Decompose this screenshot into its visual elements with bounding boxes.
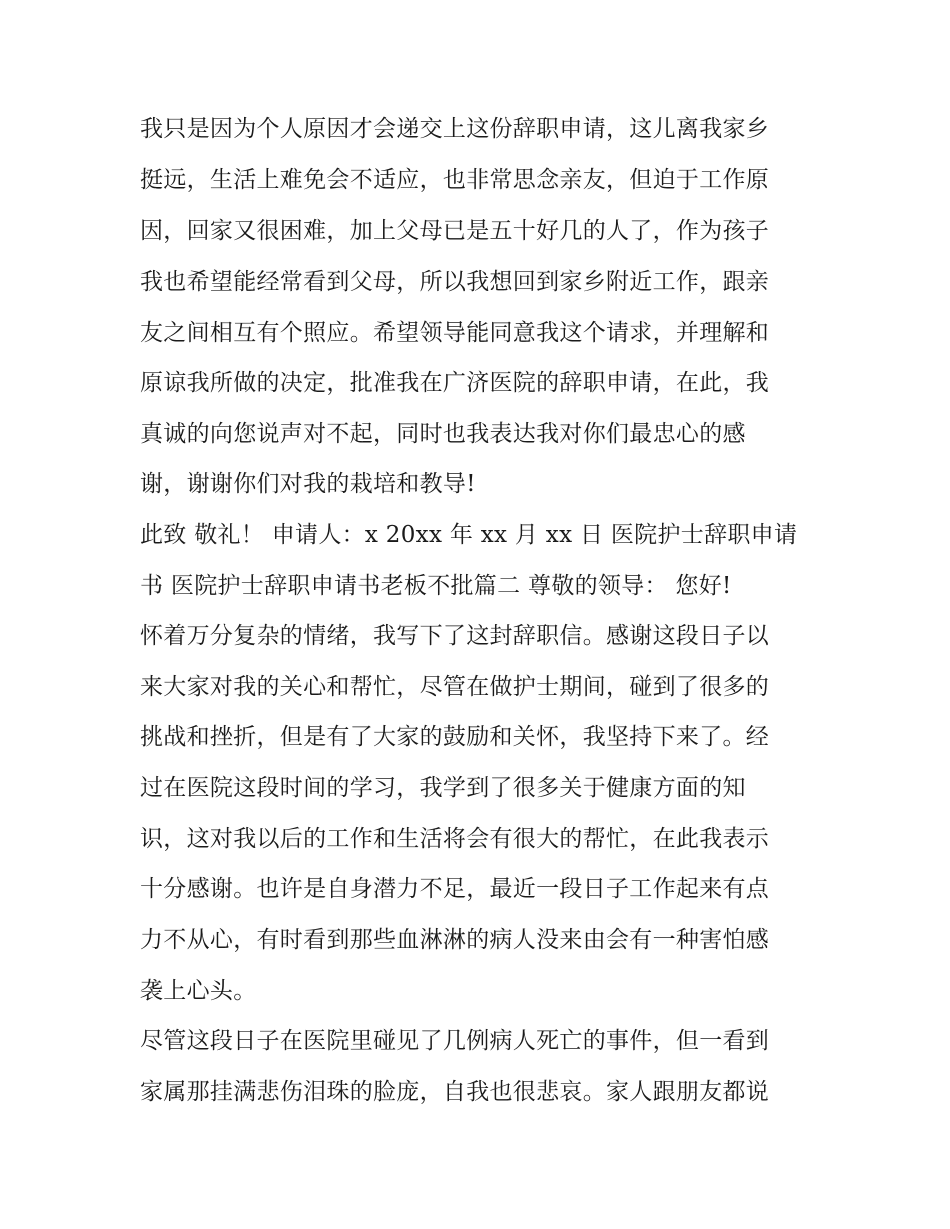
text-line: 尽管这段日子在医院里碰见了几例病人死亡的事件，但一看到 xyxy=(140,1028,770,1054)
text-line: 家属那挂满悲伤泪珠的脸庞，自我也很悲哀。家人跟朋友都说 xyxy=(140,1079,770,1105)
text-line: 挺远，生活上难免会不适应，也非常思念亲友，但迫于工作原 xyxy=(140,167,770,193)
text-line: 因，回家又很困难，加上父母已是五十好几的人了，作为孩子 xyxy=(140,218,770,244)
text-line: 挑战和挫折，但是有了大家的鼓励和关怀，我坚持下来了。经 xyxy=(140,724,770,750)
text-line: 我也希望能经常看到父母，所以我想回到家乡附近工作，跟亲 xyxy=(140,269,770,295)
text-line: 十分感谢。也许是自身潜力不足，最近一段日子工作起来有点 xyxy=(140,876,770,902)
text-line: 此致 敬礼！ 申请人：x 20xx 年 xx 月 xx 日 医院护士辞职申请 xyxy=(140,522,798,548)
text-line: 力不从心，有时看到那些血淋淋的病人没来由会有一种害怕感 xyxy=(140,927,770,953)
text-line: 怀着万分复杂的情绪，我写下了这封辞职信。感谢这段日子以 xyxy=(140,623,770,649)
text-line: 书 医院护士辞职申请书老板不批篇二 尊敬的领导： 您好! xyxy=(140,573,732,599)
text-line: 来大家对我的关心和帮忙，尽管在做护士期间，碰到了很多的 xyxy=(140,674,770,700)
text-line: 识，这对我以后的工作和生活将会有很大的帮忙，在此我表示 xyxy=(140,826,770,852)
text-line: 我只是因为个人原因才会递交上这份辞职申请，这儿离我家乡 xyxy=(140,116,770,142)
text-line: 过在医院这段时间的学习，我学到了很多关于健康方面的知 xyxy=(140,775,746,801)
text-line: 谢，谢谢你们对我的栽培和教导! xyxy=(140,471,476,497)
text-line: 袭上心头。 xyxy=(140,978,257,1004)
text-line: 真诚的向您说声对不起，同时也我表达我对你们最忠心的感 xyxy=(140,421,746,447)
text-line: 原谅我所做的决定，批准我在广济医院的辞职申请，在此，我 xyxy=(140,370,770,396)
text-line: 友之间相互有个照应。希望领导能同意我这个请求，并理解和 xyxy=(140,320,770,346)
